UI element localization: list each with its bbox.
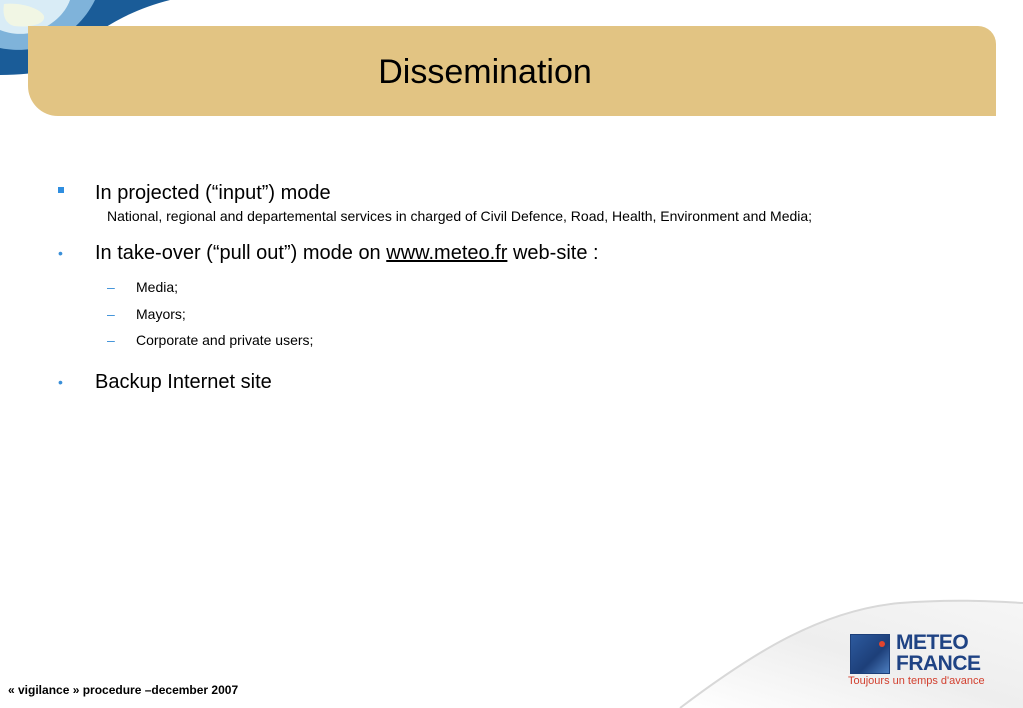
sub-item-label: Corporate and private users;: [136, 332, 314, 348]
dash-bullet-icon: –: [107, 279, 115, 295]
dot-bullet-icon: •: [58, 373, 63, 390]
footer-text: « vigilance » procedure –december 2007: [8, 683, 239, 697]
bullet-list: [58, 178, 998, 397]
logo-emblem-icon: [850, 634, 890, 674]
meteo-france-logo: [848, 632, 998, 690]
bullet-text-before-link: In take-over (“pull out”) mode on: [95, 242, 387, 264]
logo-line-1: METEO: [896, 631, 969, 654]
bullet-text: In projected (“input”) mode: [95, 182, 331, 204]
logo-tagline: Toujours un temps d'avance: [848, 675, 985, 687]
sub-item-label: Media;: [136, 279, 179, 295]
slide-title: Dissemination: [378, 53, 592, 91]
meteo-website-link[interactable]: www.meteo.fr: [386, 242, 508, 264]
bullet-text: Backup Internet site: [95, 370, 272, 393]
bullet-item-backup-site: [58, 367, 998, 397]
bullet-item-take-over-mode: [58, 238, 998, 354]
sub-item-label: Mayors;: [136, 305, 186, 322]
sub-item-corporate: [95, 327, 998, 354]
dash-bullet-icon: –: [107, 305, 115, 322]
bullet-description: National, regional and departemental services in charged of Civil Defence, Road, Health, Environment and Media;: [107, 208, 813, 224]
bullet-text-after-link: web-site :: [507, 242, 599, 264]
dash-bullet-icon: –: [107, 332, 115, 348]
sub-item-mayors: [95, 301, 998, 328]
dot-bullet-icon: •: [58, 245, 63, 261]
sub-item-list: [95, 274, 998, 354]
bullet-text: [95, 238, 998, 268]
logo-line-2: FRANCE: [896, 652, 981, 675]
square-bullet-icon: [58, 187, 64, 193]
bullet-item-projected-mode: [58, 178, 998, 225]
sub-item-media: [95, 274, 998, 301]
